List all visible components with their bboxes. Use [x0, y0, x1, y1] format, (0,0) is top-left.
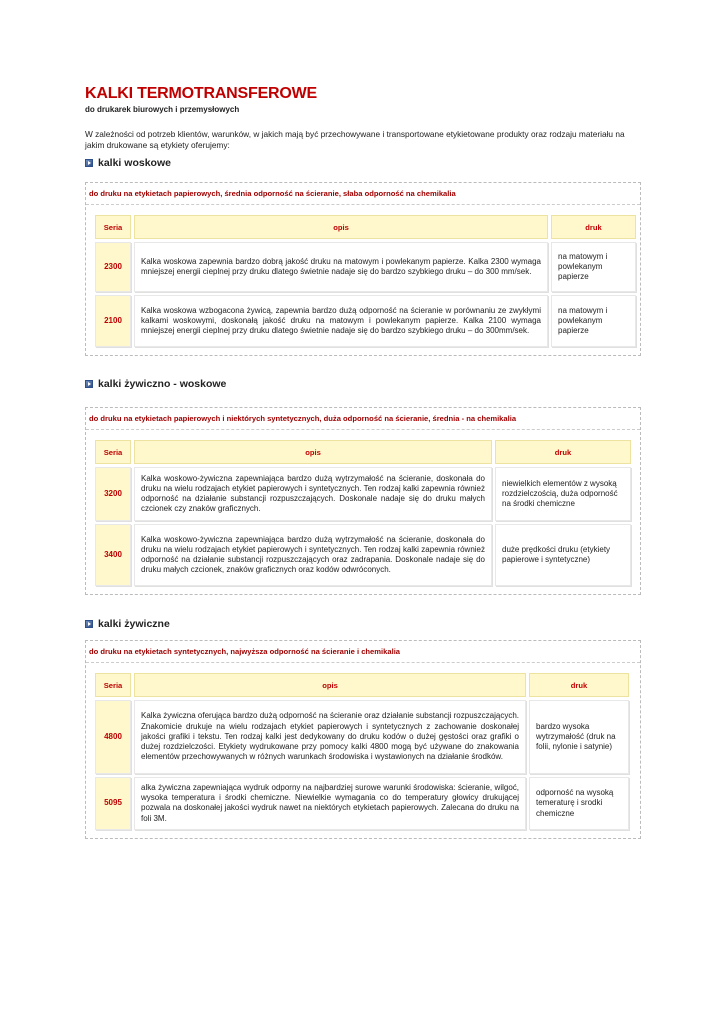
table-row — [95, 777, 629, 830]
opis-cell: Kalka woskowa wzbogacona żywicą, zapewnia bardzo dużą odporność na ścieranie w porównaniu ze zwykłymi kalkami woskowymi, doskonałą jakość druku na matowym i powlekanym papierze. Kalka 2100 wymaga mniejszej energii cieplnej przy druku dlatego świetnie nadaje się do bardzo szybkiego druku – do 300mm/sek. — [134, 295, 548, 347]
seria-cell: 3200 — [95, 467, 131, 521]
arrow-icon — [85, 620, 93, 628]
col-header-opis: opis — [134, 673, 526, 697]
section-heading-zywiczno-woskowe — [85, 378, 226, 390]
seria-cell: 3400 — [95, 524, 131, 586]
col-header-druk: druk — [551, 215, 636, 239]
opis-cell: Kalka woskowa zapewnia bardzo dobrą jakość druku na matowym i powlekanym papierze. Kalka 2300 wymaga mniejszej energii cieplnej przy druku dlatego świetnie nadaje się do bardzo szybkiego druku – do 300 mm/sek. — [134, 242, 548, 292]
col-header-seria: Seria — [95, 440, 131, 464]
section-heading-zywiczne — [85, 618, 170, 630]
section-heading-text: kalki żywiczne — [98, 618, 170, 630]
page-subtitle: do drukarek biurowych i przemysłowych — [85, 105, 240, 114]
col-header-druk: druk — [529, 673, 629, 697]
table-row — [95, 242, 636, 292]
product-table — [92, 437, 634, 589]
intro-paragraph: W zależności od potrzeb klientów, warunków, w jakich mają być przechowywane i transportowane etykietowane produkty oraz rodzaju materiału na jakim drukowane są etykiety oferujemy: — [85, 129, 625, 150]
col-header-seria: Seria — [95, 215, 131, 239]
table-row — [95, 524, 631, 586]
opis-cell: Kalka żywiczna oferująca bardzo dużą odporność na ścieranie oraz działanie substancji rozpuszczających. Znakomicie drukuje na wielu rodzajach etykiet papierowych i syntetycznych z zachowanie doskonałej jakości grafiki i tekstu. Ten rodzaj kalki jest dedykowany do druku kodów o dużej gęstości oraz grafiki o dużej rozdzielczości. Etykiety wydrukowane przy pomocy kalki 4800 mogą być używane do znakowania elementów przechowywanych w różnych warunkach środowiska i wystawionych na działanie środków. — [134, 700, 526, 774]
section-caption: do druku na etykietach papierowych, średnia odporność na ścieranie, słaba odporność na chemikalia — [89, 189, 456, 198]
druk-cell: duże prędkości druku (etykiety papierowe i syntetyczne) — [495, 524, 631, 586]
col-header-opis: opis — [134, 440, 492, 464]
table-row — [95, 467, 631, 521]
col-header-seria: Seria — [95, 673, 131, 697]
seria-cell: 5095 — [95, 777, 131, 830]
druk-cell: odporność na wysoką temeraturę i srodki chemiczne — [529, 777, 629, 830]
section-caption: do druku na etykietach papierowych i niektórych syntetycznych, duża odporność na ścieranie, średnia - na chemikalia — [89, 414, 517, 423]
section-box-zywiczno-woskowe — [85, 407, 641, 595]
product-table — [92, 212, 639, 350]
section-heading-text: kalki żywiczno - woskowe — [98, 378, 227, 390]
druk-cell: niewielkich elementów z wysoką rozdzielczością, duża odporność na środki chemiczne — [495, 467, 631, 521]
col-header-opis: opis — [134, 215, 548, 239]
section-heading-text: kalki woskowe — [98, 157, 171, 169]
section-caption: do druku na etykietach syntetycznych, najwyższa odporność na ścieranie i chemikalia — [89, 647, 401, 656]
arrow-icon — [85, 380, 93, 388]
divider — [86, 662, 640, 663]
col-header-druk: druk — [495, 440, 631, 464]
druk-cell: na matowym i powlekanym papierze — [551, 242, 636, 292]
section-box-zywiczne — [85, 640, 641, 839]
opis-cell: Kalka woskowo-żywiczna zapewniająca bardzo dużą wytrzymałość na ścieranie, doskonała do druku na wielu rodzajach etykiet papierowych i syntetycznych. Ten rodzaj kalki zapewnia również odporność na działanie substancji rozpuszczających. Doskonale nadaje się do druku małych czcionek czy znaków graficznych. — [134, 467, 492, 521]
section-box-woskowe — [85, 182, 641, 356]
table-row — [95, 295, 636, 347]
product-table — [92, 670, 632, 833]
section-heading-woskowe — [85, 157, 171, 169]
seria-cell: 2100 — [95, 295, 131, 347]
divider — [86, 429, 640, 430]
document-page — [85, 85, 645, 823]
seria-cell: 4800 — [95, 700, 131, 774]
opis-cell: Kalka woskowo-żywiczna zapewniająca bardzo dużą wytrzymałość na ścieranie, doskonała do druku na wielu rodzajach etykiet papierowych i syntetycznych. Ten rodzaj kalki zapewnia również odporność na działanie substancji rozpuszczających oraz zadrapania. Doskonale nadaje się do druku małych czcionek, znaków graficznych oraz kodów odwróconych. — [134, 524, 492, 586]
page-title: KALKI TERMOTRANSFEROWE — [85, 85, 318, 102]
table-row — [95, 700, 629, 774]
druk-cell: bardzo wysoka wytrzymałość (druk na folii, nylonie i satynie) — [529, 700, 629, 774]
druk-cell: na matowym i powlekanym papierze — [551, 295, 636, 347]
arrow-icon — [85, 159, 93, 167]
seria-cell: 2300 — [95, 242, 131, 292]
divider — [86, 204, 640, 205]
opis-cell: alka żywiczna zapewniająca wydruk odporny na najbardziej surowe warunki środowiska: ścieranie, wilgoć, wysoka temperatura i środki chemiczne. Niewielkie wymagania co do temperatury głowicy drukującej pozwala na doskonałej jakości wydruk nawet na niektórych etykietach papierowych. Zalecana do druku na foli 3M. — [134, 777, 526, 830]
